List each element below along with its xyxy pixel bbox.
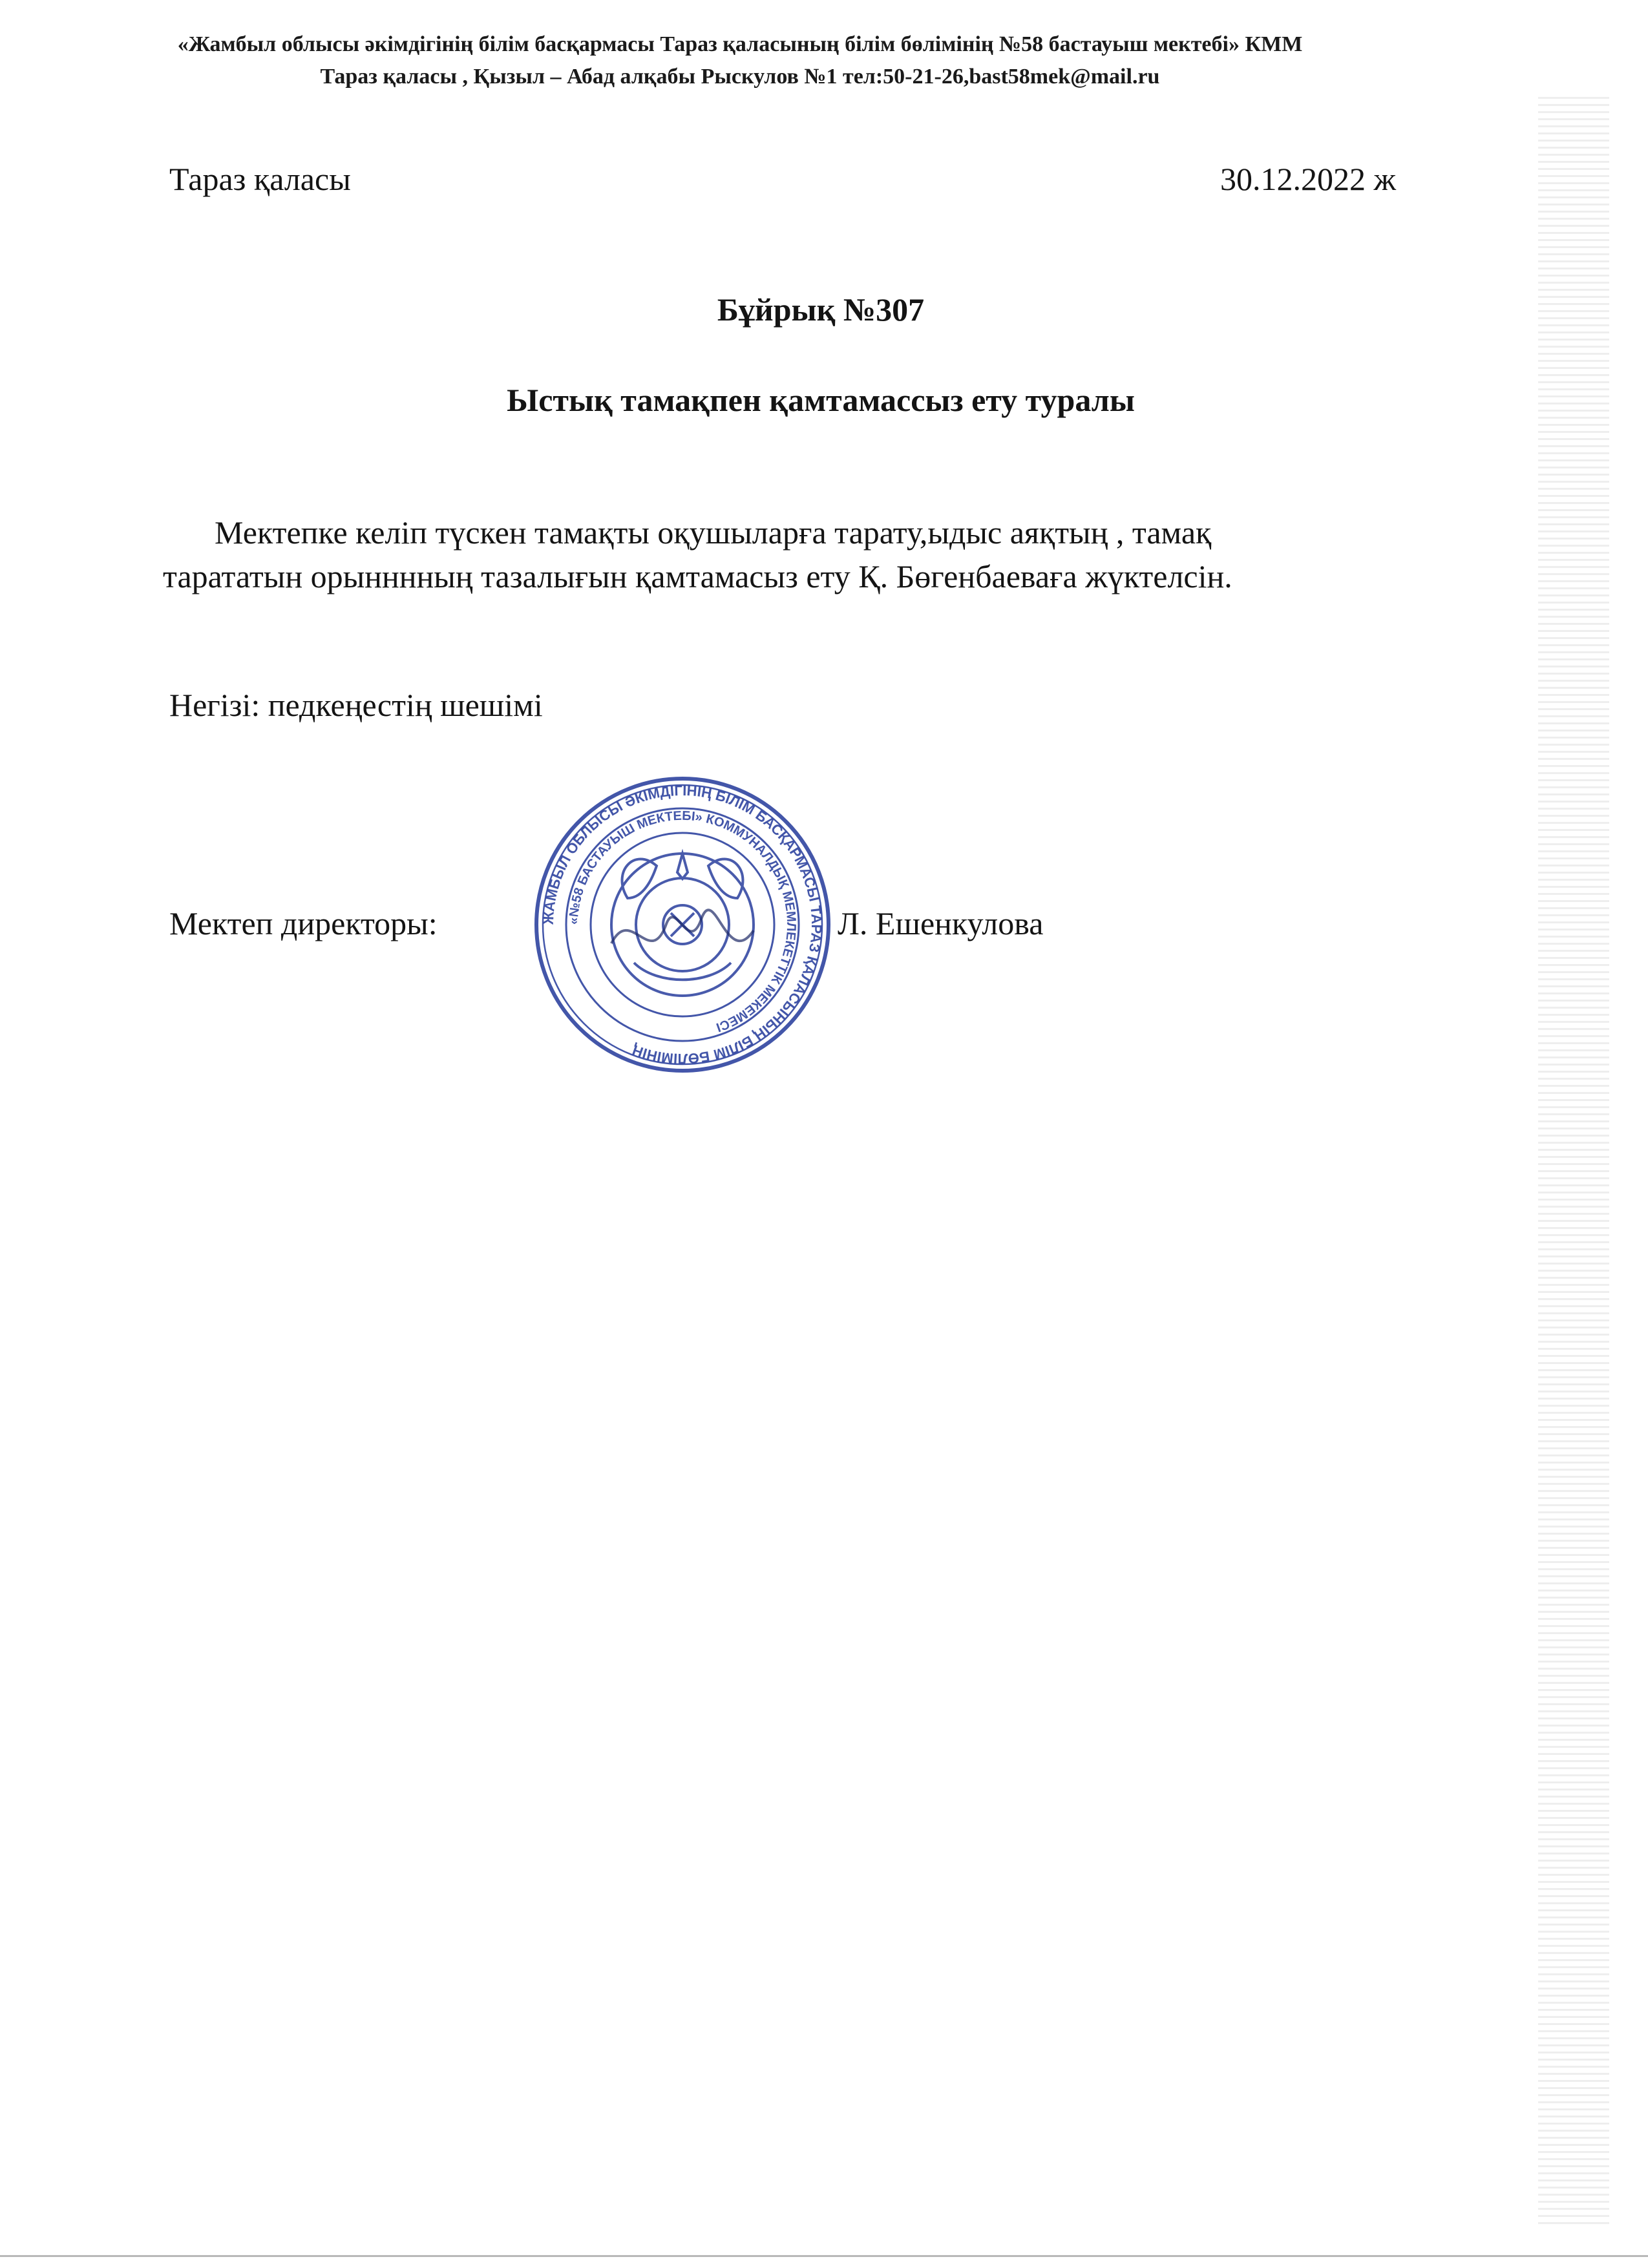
letterhead: [0, 28, 1480, 93]
stamp-outer-text-path: ЖАМБЫЛ ОБЛЫСЫ ӘКІМДІГІНІҢ БІЛІМ БАСҚАРМАСЫ ТАРАЗ ҚАЛАСЫНЫҢ БІЛІМ БӨЛІМІНІҢ: [540, 782, 825, 1067]
official-stamp: [521, 775, 844, 1074]
order-body-line-1: Мектепке келіп түскен тамақты оқушыларға тарату,ыдыс аяқтың , тамақ: [215, 514, 1212, 551]
letterhead-line-2: Тараз қаласы , Қызыл – Абад алқабы Рыскулов №1 тел:50-21-26,bast58mek@mail.ru: [320, 65, 1160, 89]
document-date: 30.12.2022 ж: [1220, 161, 1396, 197]
signatory-role: Мектеп директоры:: [169, 905, 438, 941]
document-place: Тараз қаласы: [169, 161, 351, 197]
order-body-line-2: тарататын орынннның тазалығын қамтамасыз ету Қ. Бөгенбаеваға жүктелсін.: [163, 558, 1232, 594]
order-body: [163, 510, 1455, 598]
stamp-inner-text: [567, 809, 798, 1034]
letterhead-line-1: «Жамбыл облысы әкімдігінің білім басқармасы Тараз қаласының білім бөлімінің №58 бастауыш мектебі» КММ: [177, 32, 1303, 56]
signature-scribble: [611, 910, 754, 943]
order-title: Бұйрық №307: [717, 291, 925, 328]
order-basis: Негізі: педкеңестің шешімі: [169, 687, 543, 723]
stamp-inner-text-path: «№58 БАСТАУЫШ МЕКТЕБІ» КОММУНАЛДЫҚ МЕМЛЕКЕТТІК МЕКЕМЕСІ: [566, 808, 799, 1034]
signatory-name: Л. Ешенкулова: [838, 905, 1044, 941]
scan-edge-artifact: [1538, 97, 1609, 2229]
order-subject: Ыстық тамақпен қамтамассыз ету туралы: [507, 382, 1135, 418]
scan-bottom-line: [0, 2255, 1648, 2257]
